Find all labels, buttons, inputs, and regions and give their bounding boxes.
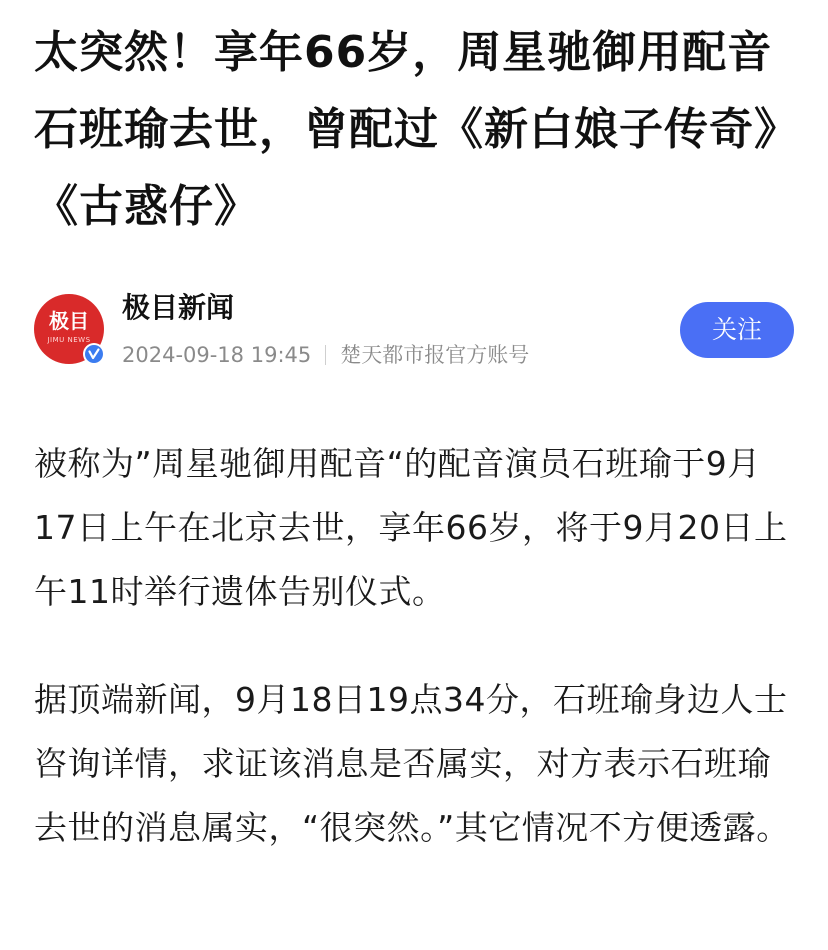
avatar-logo-subtext: JIMU NEWS: [47, 336, 91, 344]
account-label: 楚天都市报官方账号: [340, 343, 530, 367]
verified-check-icon: [82, 342, 106, 366]
article-title: 太突然！享年66岁，周星驰御用配音石班瑜去世，曾配过《新白娘子传奇》《古惑仔》: [34, 27, 777, 232]
follow-button[interactable]: 关注: [680, 302, 794, 358]
article-paragraph-1: 被称为”周星驰御用配音“的配音演员石班瑜于9月17日上午在北京去世，享年66岁，将于9月20日上午11时举行遗体告别仪式。: [34, 444, 788, 611]
post-date: 2024-09-18 19:45: [122, 343, 312, 367]
author-row: [34, 288, 794, 372]
meta-divider: [325, 345, 326, 365]
author-name[interactable]: 极目新闻: [122, 291, 235, 324]
avatar-logo-text: 极目: [49, 309, 89, 333]
avatar[interactable]: [34, 294, 104, 364]
article-paragraph-2: 据顶端新闻，9月18日19点34分，石班瑜身边人士咨询详情，求证该消息是否属实，对方表示石班瑜去世的消息属实，“很突然。”其它情况不方便透露。: [34, 680, 790, 847]
post-meta: [122, 340, 529, 370]
